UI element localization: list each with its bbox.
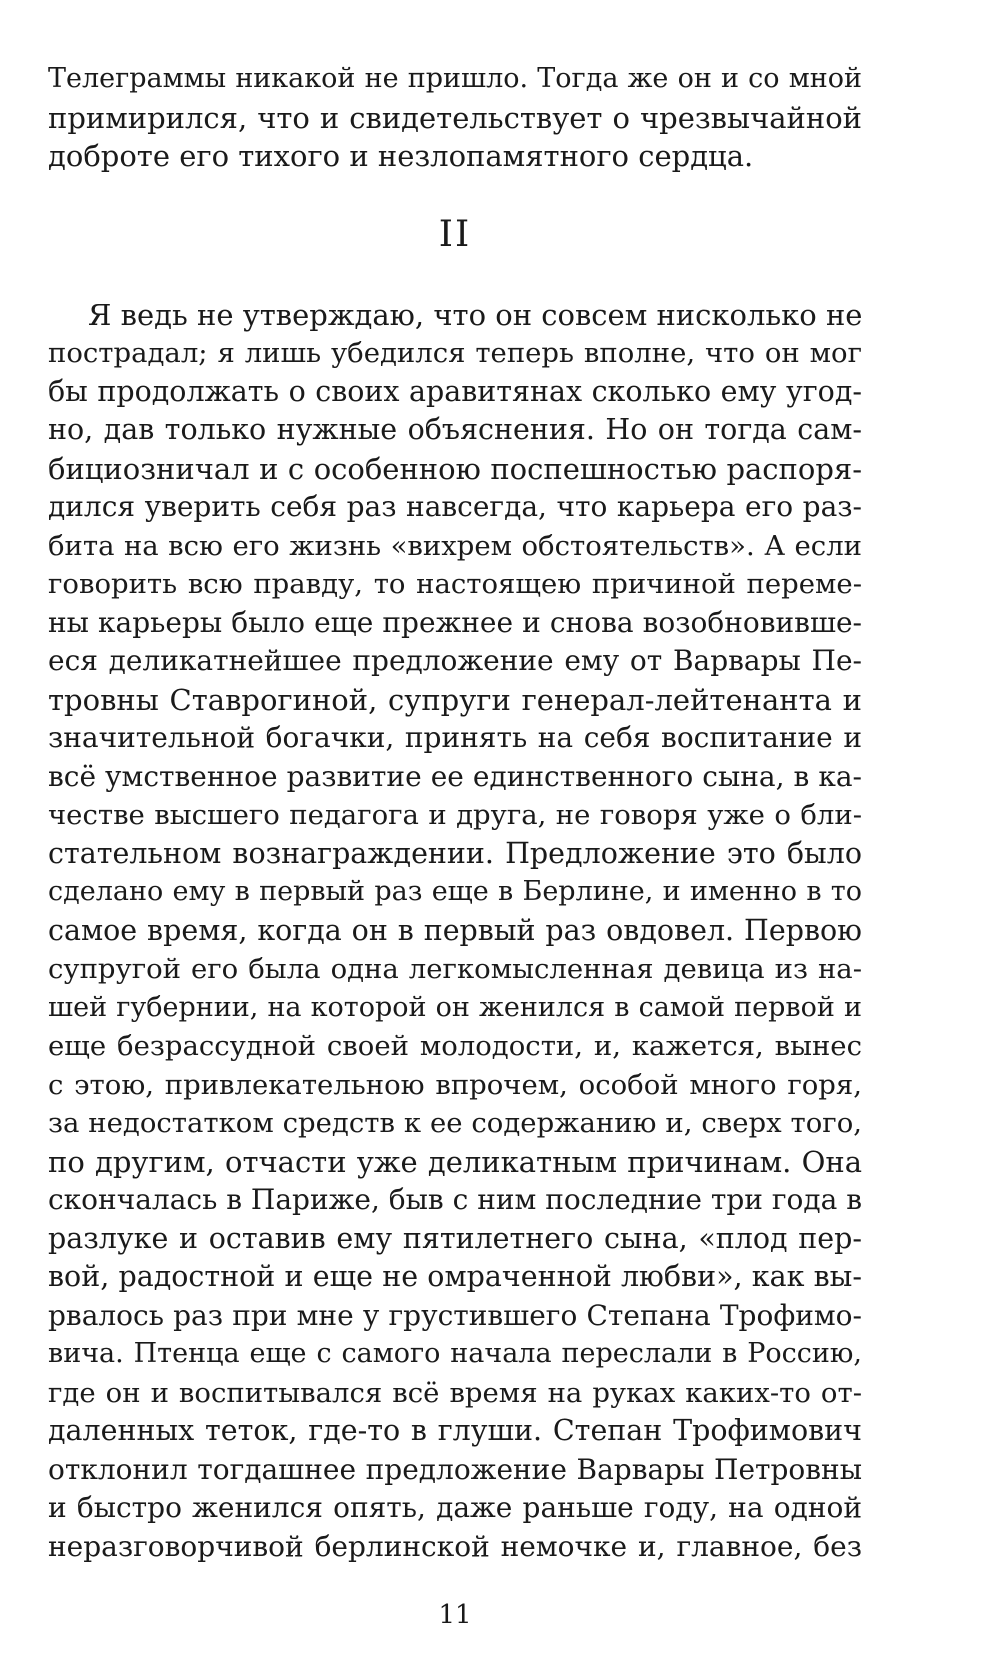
text-line: рвалось раз при мне у грустившего Степана Трофимо-	[48, 1298, 862, 1332]
section-heading: II	[438, 213, 472, 255]
text-line: еся деликатнейшее предложение ему от Варвары Пе-	[48, 644, 862, 677]
text-line: значительной богачки, принять на себя воспитание и	[48, 721, 862, 754]
text-line: даленных теток, где-то в глуши. Степан Трофимович	[48, 1414, 862, 1447]
text-line: за недостатком средств к ее содержанию и, сверх того,	[48, 1107, 862, 1139]
opening-paragraph	[48, 60, 862, 176]
text-line: самое время, когда он в первый раз овдовел. Первою	[48, 913, 862, 947]
text-line: еще безрассудной своей молодости, и, кажется, вынес	[48, 1030, 862, 1062]
text-line: сделано ему в первый раз еще в Берлине, и именно в то	[48, 876, 862, 907]
text-line: честве высшего педагога и друга, не говоря уже о бли-	[48, 799, 862, 831]
text-line: по другим, отчасти уже деликатным причинам. Она	[48, 1144, 862, 1179]
text-line: говорить всю правду, то настоящею причиной переме-	[48, 568, 862, 600]
text-line: бициозничал и с особенною поспешностью распоря-	[48, 451, 862, 486]
text-line: вича. Птенца еще с самого начала переслали в Россию,	[48, 1338, 862, 1369]
page-number: 11	[438, 1600, 472, 1630]
text-line: разлуке и оставив ему пятилетнего сына, «плод пер-	[48, 1221, 862, 1255]
text-line: доброте его тихого и незлопамятного сердца.	[48, 139, 754, 173]
text-line: пострадал; я лишь убедился теперь вполне, что он мог	[48, 337, 862, 369]
book-page	[48, 60, 862, 1640]
text-line: с этою, привлекательною впрочем, особой много горя,	[48, 1068, 862, 1101]
text-line: бы продолжать о своих аравитянах сколько ему угод-	[48, 374, 862, 408]
text-line: Я ведь не утверждаю, что он совсем нисколько не	[88, 297, 863, 332]
text-line: скончалась в Париже, быв с ним последние три года в	[48, 1183, 862, 1216]
text-line: шей губернии, на которой он женился в самой первой и	[48, 991, 862, 1023]
text-line: стательном вознаграждении. Предложение это было	[48, 836, 862, 870]
text-line: но, дав только нужные объяснения. Но он тогда сам-	[48, 413, 862, 446]
text-line: тровны Ставрогиной, супруги генерал-лейтенанта и	[48, 682, 862, 717]
text-line: бита на всю его жизнь «вихрем обстоятельств». А если	[48, 529, 862, 562]
text-line: вой, радостной и еще не омраченной любви», как вы-	[48, 1260, 862, 1293]
text-line: отклонил тогдашнее предложение Варвары Петровны	[48, 1452, 862, 1486]
text-line: ны карьеры было еще прежнее и снова возобновивше-	[48, 605, 862, 639]
text-line: примирился, что и свидетельствует о чрезвычайной	[48, 100, 862, 135]
text-line: и быстро женился опять, даже раньше году, на одной	[48, 1491, 862, 1524]
text-line: где он и воспитывался всё время на руках каких-то от-	[48, 1376, 862, 1409]
main-paragraph	[48, 296, 862, 1567]
text-line: супругой его была одна легкомысленная девица из на-	[48, 953, 862, 985]
text-line: Телеграммы никакой не пришло. Тогда же он и со мной	[48, 63, 862, 94]
text-line: всё умственное развитие ее единственного сына, в ка-	[48, 759, 862, 793]
text-line: дился уверить себя раз навсегда, что карьера его раз-	[48, 490, 862, 523]
text-line: неразговорчивой берлинской немочке и, главное, без	[48, 1529, 862, 1563]
